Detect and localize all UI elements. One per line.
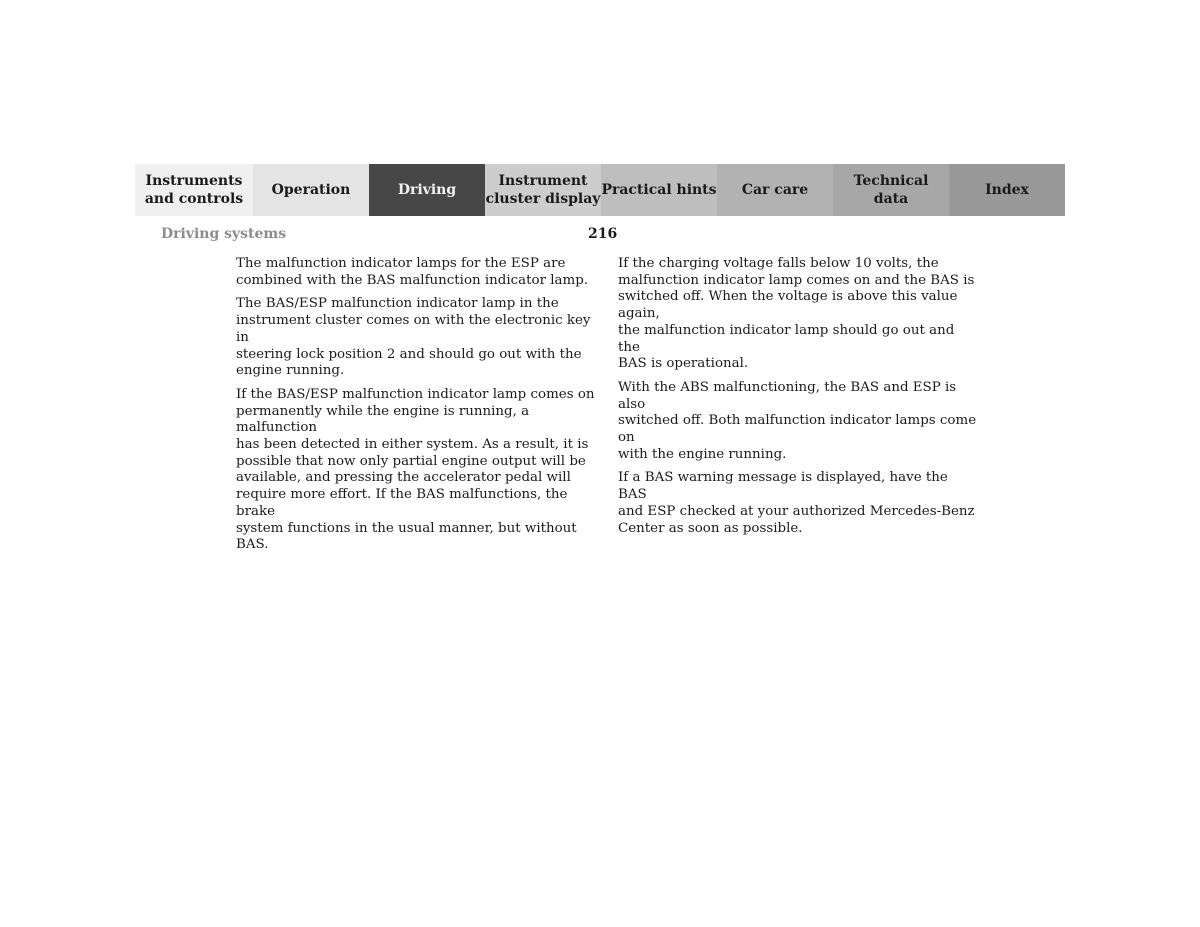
paragraph: With the ABS malfunctioning, the BAS and ESP is also switched off. Both malfunction indicator lamps come on with the engine running. bbox=[618, 379, 977, 462]
chapter-tab-bar bbox=[135, 164, 1065, 216]
tab-technical-data[interactable]: Technical data bbox=[833, 164, 949, 216]
tab-instruments-and-controls[interactable]: Instruments and controls bbox=[135, 164, 253, 216]
right-text-column bbox=[618, 256, 978, 544]
tab-index[interactable]: Index bbox=[949, 164, 1065, 216]
tab-car-care[interactable]: Car care bbox=[717, 164, 833, 216]
paragraph: If the charging voltage falls below 10 volts, the malfunction indicator lamp comes on and the BAS is switched off. When the voltage is above this value again, the malfunction indicator lamp should go out and the BAS is operational. bbox=[618, 256, 975, 372]
tab-driving[interactable]: Driving bbox=[369, 164, 485, 216]
page-number: 216 bbox=[588, 226, 618, 242]
paragraph: If a BAS warning message is displayed, have the BAS and ESP checked at your authorized Mercedes-Benz Center as soon as possible. bbox=[618, 470, 975, 536]
tab-practical-hints[interactable]: Practical hints bbox=[601, 164, 717, 216]
tab-instrument-cluster-display[interactable]: Instrument cluster display bbox=[485, 164, 601, 216]
paragraph: If the BAS/ESP malfunction indicator lamp comes on permanently while the engine is running, a malfunction has been detected in either system. As a result, it is possible that now only partial engine output will be available, and pressing the accelerator pedal will require more effort. If the BAS malfunctions, the brake system functions in the usual manner, but without BAS. bbox=[236, 386, 595, 553]
left-text-column bbox=[236, 256, 596, 561]
section-title: Driving systems bbox=[161, 226, 287, 242]
tab-operation[interactable]: Operation bbox=[253, 164, 369, 216]
paragraph: The BAS/ESP malfunction indicator lamp in the instrument cluster comes on with the electronic key in steering lock position 2 and should go out with the engine running. bbox=[236, 296, 591, 379]
paragraph: The malfunction indicator lamps for the ESP are combined with the BAS malfunction indicator lamp. bbox=[236, 256, 589, 288]
